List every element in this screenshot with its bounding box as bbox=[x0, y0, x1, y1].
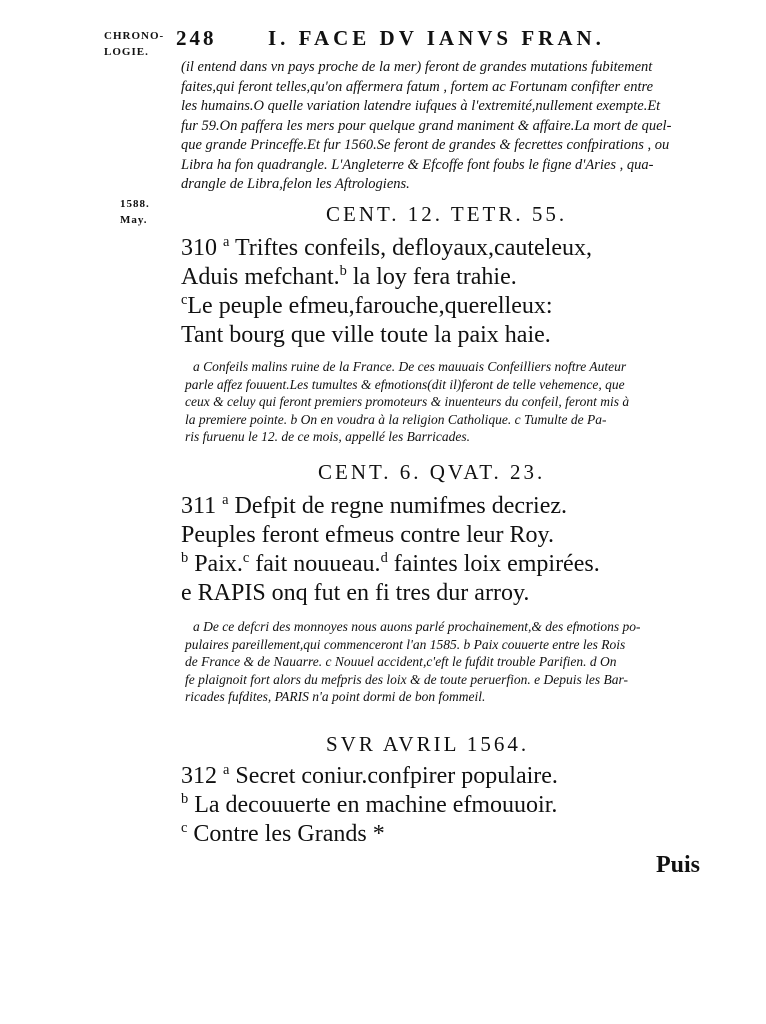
verse-line bbox=[181, 321, 592, 350]
intro-line: (il entend dans vn pays proche de la mer) feront de grandes mutations fubitement bbox=[181, 59, 653, 75]
intro-line: drangle de Libra,felon les Aftrologiens. bbox=[181, 176, 410, 192]
verse-text: Le peuple efmeu,farouche,querelleux: bbox=[187, 293, 553, 319]
verse-text: La decouuerte en machine efmouuoir. bbox=[194, 792, 558, 818]
note-mark: d bbox=[380, 550, 388, 566]
note-mark: c bbox=[181, 292, 188, 308]
verse-line bbox=[181, 579, 600, 608]
section-heading: SVR AVRIL 1564. bbox=[326, 732, 530, 756]
running-title: I. FACE DV IANVS FRAN. bbox=[268, 26, 605, 50]
gloss-line: fe plaignoit fort alors du mefpris des loix & de toute peruerfion. e Depuis les Bar- bbox=[185, 671, 628, 687]
verse-text: Defpit de regne numifmes decriez. bbox=[234, 493, 568, 519]
intro-line: que grande Princeffe.Et fur 1560.Se feront de grandes & fecrettes confpirations , ou bbox=[181, 137, 670, 153]
verse-number: 312 bbox=[181, 763, 217, 789]
verse-line bbox=[181, 521, 600, 550]
gloss-block bbox=[185, 358, 629, 446]
gloss-line: ricades fufdites, PARIS n'a point dormi de bon fommeil. bbox=[185, 689, 486, 704]
catchword: Puis bbox=[656, 852, 701, 878]
verse-number: 311 bbox=[181, 493, 217, 519]
margin-title-line-1: CHRONO- bbox=[104, 30, 165, 42]
margin-title-line-2: LOGIE. bbox=[104, 46, 149, 58]
section-heading: CENT. 12. TETR. 55. bbox=[326, 202, 568, 226]
verse-line bbox=[181, 492, 600, 521]
verse-text: Triftes confeils, defloyaux,cauteleux, bbox=[234, 235, 592, 261]
verse-line bbox=[181, 820, 558, 849]
verse-text: faintes loix empirées. bbox=[393, 551, 600, 577]
gloss-line: la premiere pointe. b On en voudra à la religion Catholique. c Tumulte de Pa- bbox=[185, 411, 607, 427]
margin-chronologie bbox=[104, 28, 164, 60]
intro-line: Libra ha fon quadrangle. L'Angleterre & Efcoffe font foubs le figne d'Aries , qua- bbox=[181, 156, 654, 173]
page-number: 248 bbox=[176, 26, 217, 50]
intro-paragraph bbox=[181, 58, 671, 195]
verse-text: la loy fera trahie. bbox=[352, 264, 517, 290]
verse-text: e bbox=[181, 580, 192, 606]
verse-line bbox=[181, 550, 600, 579]
gloss-line: ris furuenu le 12. de ce mois, appellé les Barricades. bbox=[185, 429, 470, 444]
verse-text: fait nouueau. bbox=[255, 551, 381, 577]
verse-line bbox=[181, 762, 558, 791]
note-mark: b bbox=[339, 263, 347, 279]
note-mark: c bbox=[242, 550, 250, 566]
intro-line: faites,qui feront telles,qu'on affermera fatum , fortem ac Fortunam confifter entre bbox=[181, 78, 654, 95]
note-mark: a bbox=[223, 234, 230, 250]
margin-date-year: 1588. bbox=[120, 198, 150, 210]
verse-text: Tant bourg que ville toute la paix haie. bbox=[181, 322, 551, 348]
gloss-line: de France & de Nauarre. c Nouuel accident,c'eft le fufdit trouble Parifien. d On bbox=[185, 654, 617, 669]
intro-line: les humains.O quelle variation latendre iufques à l'extremité,nullement exempte.Et bbox=[181, 98, 661, 114]
gloss-line: pulaires pareillement,qui commenceront l'an 1585. b Paix couuerte entre les Rois bbox=[185, 636, 626, 652]
gloss-line: parle affez fouuent.Les tumultes & efmotions(dit il)feront de telle vehemence, que bbox=[185, 376, 625, 392]
verse-number: 310 bbox=[181, 235, 217, 261]
verse-line bbox=[181, 292, 592, 321]
verse-text: Aduis mefchant. bbox=[181, 264, 340, 290]
note-mark: a bbox=[222, 492, 229, 508]
gloss-line: ceux & celuy qui feront premiers promoteurs & inuenteurs du confeil, feront mis à bbox=[185, 394, 630, 409]
verse-block bbox=[181, 492, 600, 608]
verse-text: Contre les Grands * bbox=[193, 821, 385, 847]
section-heading: CENT. 6. QVAT. 23. bbox=[318, 460, 546, 484]
intro-line: fur 59.On paffera les mers pour quelque grand maniment & affaire.La mort de quel- bbox=[181, 117, 672, 134]
note-mark: c bbox=[181, 820, 188, 836]
verse-text: Secret coniur.confpirer populaire. bbox=[235, 763, 558, 789]
margin-date bbox=[120, 196, 150, 228]
margin-date-month: May. bbox=[120, 214, 148, 226]
verse-block bbox=[181, 234, 592, 350]
gloss-line: a De ce defcri des monnoyes nous auons parlé prochainement,& des efmotions po- bbox=[193, 619, 641, 634]
verse-line bbox=[181, 791, 558, 820]
verse-text: RAPIS onq fut en fi tres dur arroy. bbox=[197, 580, 530, 606]
note-mark: b bbox=[181, 791, 189, 807]
verse-text: Paix. bbox=[194, 551, 243, 577]
verse-line bbox=[181, 234, 592, 263]
note-mark: b bbox=[181, 550, 189, 566]
verse-line bbox=[181, 263, 592, 292]
verse-block bbox=[181, 762, 558, 849]
note-mark: a bbox=[223, 762, 230, 778]
verse-text: Peuples feront efmeus contre leur Roy. bbox=[181, 522, 554, 548]
gloss-block bbox=[185, 618, 641, 706]
gloss-line: a Confeils malins ruine de la France. De ces mauuais Confeilliers noftre Auteur bbox=[193, 359, 627, 374]
